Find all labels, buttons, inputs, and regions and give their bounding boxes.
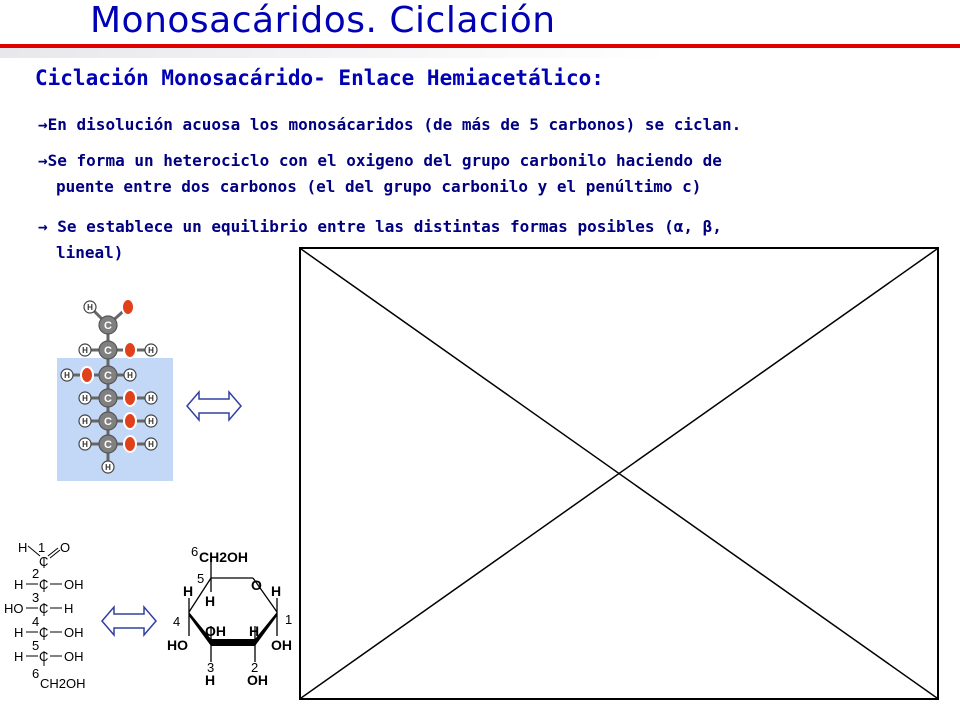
fischer-row3-left: HO bbox=[4, 601, 24, 616]
haworth-h-c1: H bbox=[271, 583, 282, 599]
slide-title: Monosacáridos. Ciclación bbox=[90, 0, 556, 41]
hydrogen-atom-label: H bbox=[148, 394, 154, 403]
oxygen-atom bbox=[122, 299, 134, 315]
slide-subtitle: Ciclación Monosacárido- Enlace Hemiacetálico: bbox=[35, 66, 604, 90]
carbon-atom-label: C bbox=[104, 416, 112, 428]
fischer-c3: C bbox=[39, 601, 49, 616]
oxygen-atom bbox=[124, 342, 136, 358]
fischer-row2-num: 2 bbox=[32, 566, 40, 581]
carbon-atom-label: C bbox=[104, 370, 112, 382]
fischer-projection bbox=[0, 538, 100, 693]
haworth-c2-num: 2 bbox=[251, 660, 259, 675]
fischer-row4-right: OH bbox=[64, 625, 84, 640]
fischer-row4-left: H bbox=[14, 625, 24, 640]
arrow-icon: → bbox=[38, 115, 48, 134]
fischer-row5-num: 5 bbox=[32, 638, 40, 653]
fischer-c5: C bbox=[39, 649, 49, 664]
haworth-c1-num: 1 bbox=[285, 612, 293, 627]
fischer-row1-left: H bbox=[18, 540, 28, 555]
fischer-row3-num: 3 bbox=[32, 590, 40, 605]
haworth-c6-num: 6 bbox=[191, 544, 199, 559]
fischer-row2-right: OH bbox=[64, 577, 84, 592]
bullet-2-continuation: puente entre dos carbonos (el del grupo carbonilo y el penúltimo c) bbox=[56, 177, 702, 196]
glucose-ball-model bbox=[55, 290, 180, 480]
oxygen-atom bbox=[124, 413, 136, 429]
fischer-bottom-num: 6 bbox=[32, 666, 40, 681]
oxygen-atom bbox=[124, 390, 136, 406]
fischer-row1-right: O bbox=[60, 540, 71, 555]
fischer-bottom: CH2OH bbox=[40, 676, 86, 691]
fischer-c2: C bbox=[39, 577, 49, 592]
haworth-h-c2: H bbox=[249, 623, 260, 639]
hydrogen-atom-label: H bbox=[105, 463, 111, 472]
hydrogen-atom-label: H bbox=[82, 417, 88, 426]
double-arrow-icon bbox=[185, 388, 243, 424]
hydrogen-atom-label: H bbox=[82, 346, 88, 355]
hydrogen-atom-label: H bbox=[82, 440, 88, 449]
haworth-c5-num: 5 bbox=[197, 571, 205, 586]
hydrogen-atom-label: H bbox=[127, 371, 133, 380]
haworth-c4-num: 4 bbox=[173, 614, 181, 629]
double-arrow-icon bbox=[100, 603, 158, 639]
haworth-projection bbox=[165, 540, 300, 690]
oxygen-atom bbox=[81, 367, 93, 383]
bullet-2 bbox=[38, 148, 908, 200]
carbon-atom-label: C bbox=[104, 345, 112, 357]
bullet-3-text: Se establece un equilibrio entre las distintas formas posibles (α, β, bbox=[47, 217, 722, 236]
hydrogen-atom-label: H bbox=[82, 394, 88, 403]
fischer-c1: C bbox=[39, 554, 49, 569]
title-underline-shadow bbox=[0, 48, 960, 58]
bullet-3-continuation: lineal) bbox=[56, 243, 124, 262]
hydrogen-atom-label: H bbox=[148, 346, 154, 355]
haworth-h-c4-up: H bbox=[183, 583, 194, 599]
haworth-oh-c2: OH bbox=[247, 672, 268, 688]
arrow-icon: → bbox=[38, 151, 48, 170]
haworth-ring-o: O bbox=[251, 577, 262, 593]
haworth-top: CH2OH bbox=[199, 549, 249, 565]
hydrogen-atom-label: H bbox=[148, 440, 154, 449]
image-placeholder-cross bbox=[301, 249, 937, 698]
fischer-row1-num: 1 bbox=[38, 540, 46, 555]
oxygen-atom bbox=[124, 436, 136, 452]
image-placeholder bbox=[299, 247, 939, 700]
carbon-atom-label: C bbox=[104, 320, 112, 332]
bullet-1-text: En disolución acuosa los monosácaridos (de más de 5 carbonos) se ciclan. bbox=[47, 115, 742, 134]
carbon-atom-label: C bbox=[104, 393, 112, 405]
fischer-row4-num: 4 bbox=[32, 614, 40, 629]
haworth-oh-c3: OH bbox=[205, 623, 226, 639]
fischer-c4: C bbox=[39, 625, 49, 640]
hydrogen-atom-label: H bbox=[148, 417, 154, 426]
carbon-atom-label: C bbox=[104, 439, 112, 451]
hydrogen-atom-label: H bbox=[64, 371, 70, 380]
fischer-row5-right: OH bbox=[64, 649, 84, 664]
haworth-oh-c1: OH bbox=[271, 637, 292, 653]
fischer-row5-left: H bbox=[14, 649, 24, 664]
haworth-ho: HO bbox=[167, 637, 188, 653]
bullet-1 bbox=[38, 112, 908, 138]
arrow-icon: → bbox=[38, 217, 48, 236]
hydrogen-atom-label: H bbox=[87, 303, 93, 312]
bullet-2-text: Se forma un heterociclo con el oxigeno del grupo carbonilo haciendo de bbox=[47, 151, 722, 170]
fischer-row2-left: H bbox=[14, 577, 24, 592]
haworth-h-c3: H bbox=[205, 672, 216, 688]
haworth-h-c5: H bbox=[205, 593, 216, 609]
haworth-c3-num: 3 bbox=[207, 660, 215, 675]
fischer-row3-right: H bbox=[64, 601, 74, 616]
